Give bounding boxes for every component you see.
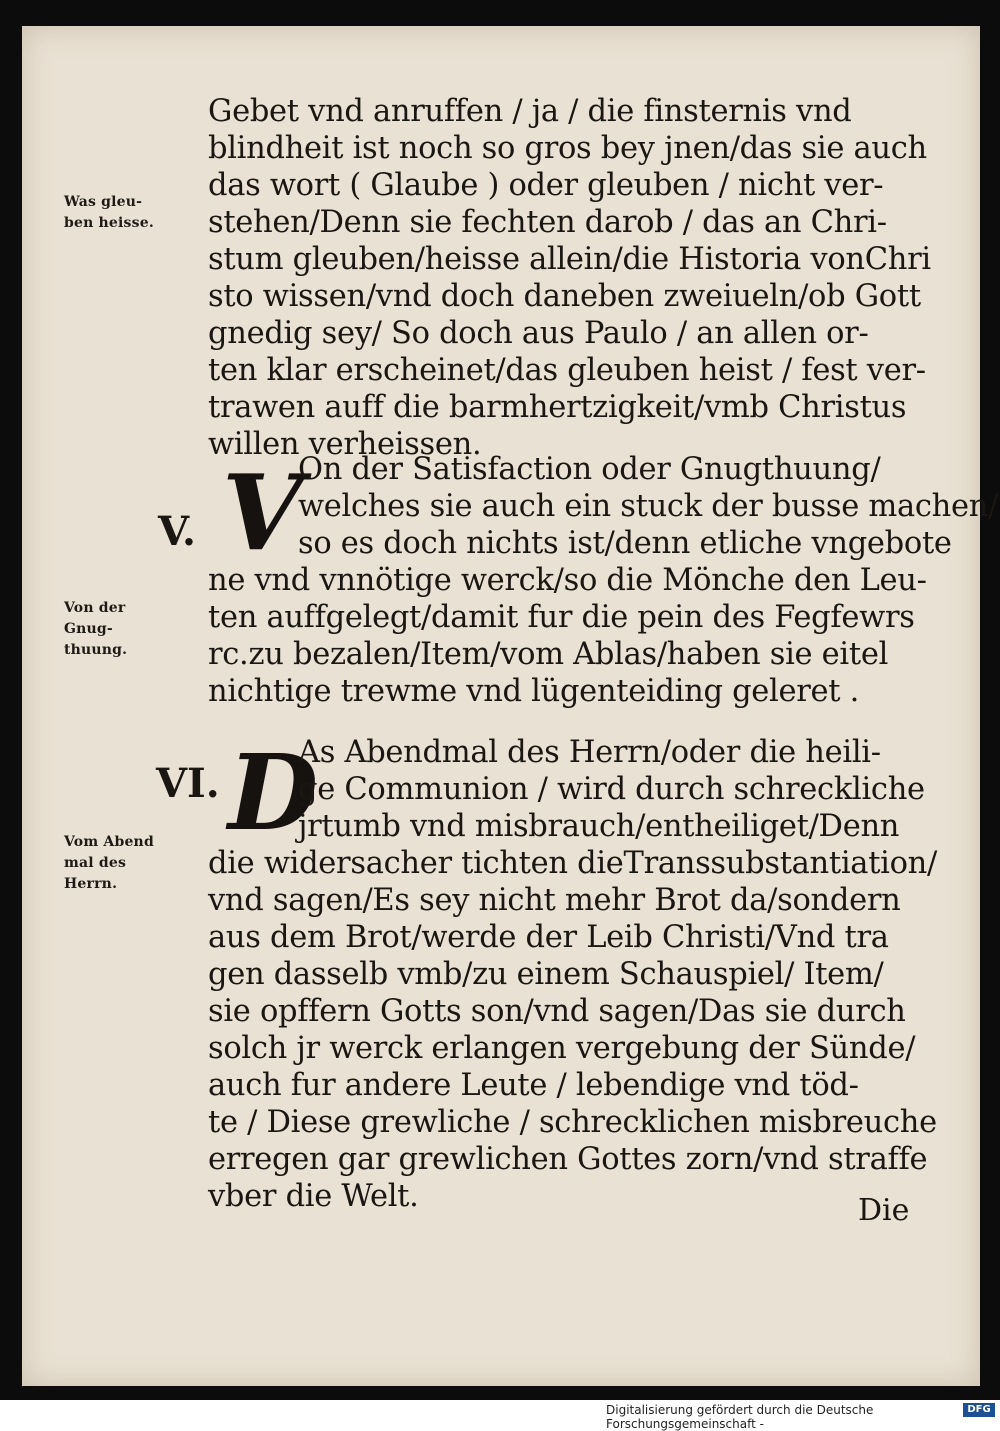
text-line: welches sie auch ein stuck der busse machen/	[298, 489, 999, 524]
margin-note-line: ben heisse.	[64, 215, 154, 231]
margin-note-line: Herrn.	[64, 876, 118, 892]
text-line: so es doch nichts ist/denn etliche vngebote	[298, 526, 952, 561]
text-line: erregen gar grewlichen Gottes zorn/vnd straffe	[208, 1142, 928, 1177]
text-line: auch fur andere Leute / lebendige vnd töd-	[208, 1068, 859, 1103]
section-number-v: V.	[158, 508, 196, 555]
text-line: stum gleuben/heisse allein/die Historia vonChri	[208, 242, 931, 277]
text-line: willen verheissen.	[208, 427, 482, 462]
text-line: te / Diese grewliche / schrecklichen misbreuche	[208, 1105, 937, 1140]
text-line: vnd sagen/Es sey nicht mehr Brot da/sondern	[208, 883, 901, 918]
margin-note-abendmal	[64, 832, 214, 895]
text-line: stehen/Denn sie fechten darob / das an Chri-	[208, 205, 887, 240]
margin-note-line: Gnug-	[64, 621, 113, 637]
text-line: Gebet vnd anruffen / ja / die finsternis vnd	[208, 94, 852, 129]
text-line: das wort ( Glaube ) oder gleuben / nicht ver-	[208, 168, 884, 203]
text-line: die widersacher tichten dieTranssubstantiation/	[208, 846, 937, 881]
margin-note-line: thuung.	[64, 642, 128, 658]
text-line: sie opffern Gotts son/vnd sagen/Das sie durch	[208, 994, 906, 1029]
text-line: As Abendmal des Herrn/oder die heili-	[298, 735, 881, 770]
text-line: solch jr werck erlangen vergebung der Sünde/	[208, 1031, 916, 1066]
text-line: vber die Welt.	[208, 1179, 419, 1214]
margin-note-line: Von der	[64, 600, 126, 616]
text-line: jrtumb vnd misbrauch/entheiliget/Denn	[298, 809, 900, 844]
dropcap-d: D	[228, 731, 319, 854]
text-line: On der Satisfaction oder Gnugthuung/	[298, 452, 881, 487]
dropcap-v: V	[222, 451, 303, 574]
text-line: ten klar erscheinet/das gleuben heist / fest ver-	[208, 353, 926, 388]
text-line: ten auffgelegt/damit fur die pein des Fegfewrs	[208, 600, 915, 635]
margin-note-line: Was gleu-	[64, 194, 143, 210]
dfg-logo: DFG	[963, 1403, 995, 1417]
text-line: sto wissen/vnd doch daneben zweiueln/ob Gott	[208, 279, 921, 314]
text-line: rc.zu bezalen/Item/vom Ablas/haben sie eitel	[208, 637, 889, 672]
funding-note: Digitalisierung gefördert durch die Deutsche Forschungsgemeinschaft -	[606, 1403, 874, 1431]
text-line: ne vnd vnnötige werck/so die Mönche den Leu-	[208, 563, 927, 598]
margin-note-line: mal des	[64, 855, 127, 871]
text-line: gen dasselb vmb/zu einem Schauspiel/ Item/	[208, 957, 884, 992]
catchword: Die	[858, 1193, 910, 1228]
text-line: aus dem Brot/werde der Leib Christi/Vnd tra	[208, 920, 889, 955]
margin-note-line: Vom Abend	[64, 834, 154, 850]
margin-note-gnugthuung	[64, 598, 214, 661]
text-line: nichtige trewme vnd lügenteiding geleret .	[208, 674, 860, 709]
text-line: ge Communion / wird durch schreckliche	[298, 772, 925, 807]
text-line: trawen auff die barmhertzigkeit/vmb Christus	[208, 390, 907, 425]
margin-note-glaube	[64, 192, 214, 234]
text-line: blindheit ist noch so gros bey jnen/das sie auch	[208, 131, 927, 166]
section-number-vi: VI.	[156, 760, 220, 807]
text-line: gnedig sey/ So doch aus Paulo / an allen or-	[208, 316, 869, 351]
